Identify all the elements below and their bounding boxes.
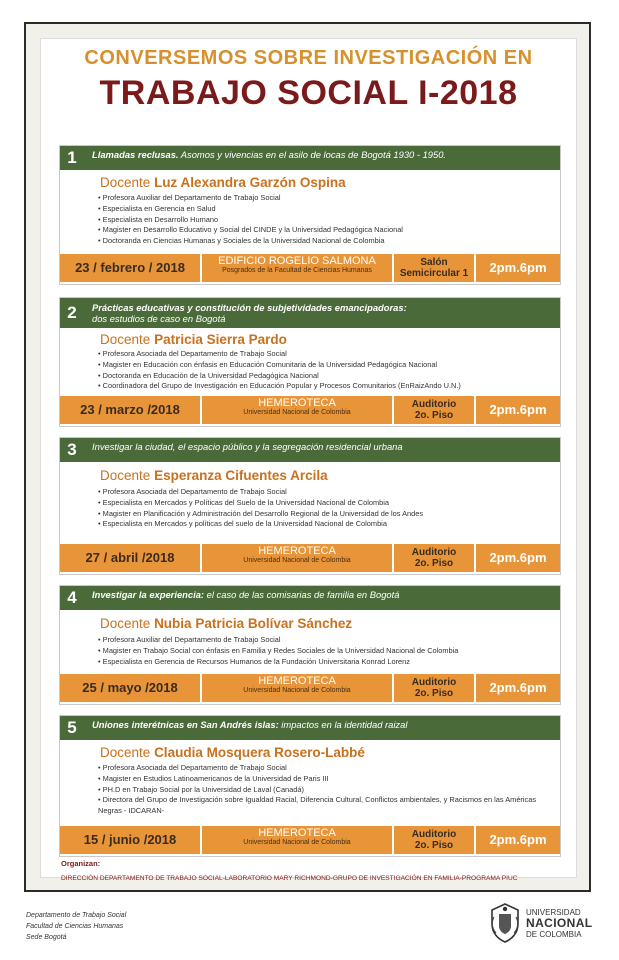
qualification-item: • Directora del Grupo de Investigación sobre Igualdad Racial, Diferencia Cultural, Conflictos ambientales, y Racismos en las Américas Negras - IDCARAN-	[98, 795, 553, 817]
docente	[100, 745, 365, 760]
session-place	[202, 674, 392, 702]
session-number: 5	[67, 718, 77, 737]
department-info	[26, 910, 126, 943]
qualifications-list	[98, 635, 458, 667]
qualification-item: • Profesora Auxiliar del Departamento de Trabajo Social	[98, 193, 403, 204]
place-name: HEMEROTECA	[258, 397, 336, 409]
session-card-3	[59, 437, 561, 575]
session-time: 2pm.6pm	[476, 254, 560, 282]
docente-label: Docente	[100, 616, 151, 631]
session-footer	[60, 826, 560, 854]
theme-rest: impactos en la identidad raizal	[278, 719, 408, 730]
session-room	[394, 396, 474, 424]
docente	[100, 332, 287, 347]
qualification-item: • Profesora Asociada del Departamento de Trabajo Social	[98, 487, 423, 498]
session-theme	[92, 441, 554, 452]
docente-name: Luz Alexandra Garzón Ospina	[154, 175, 346, 190]
session-number: 3	[67, 440, 77, 459]
uni-line-2: NACIONAL	[526, 916, 593, 930]
qualification-item: • PH.D en Trabajo Social por la Universidad de Laval (Canadá)	[98, 785, 553, 796]
place-name: EDIFICIO ROGELIO SALMONA	[218, 255, 376, 267]
qualification-item: • Magister en Estudios Latinoamericanos de la Universidad de Paris III	[98, 774, 553, 785]
sede-name: Sede Bogotá	[26, 934, 67, 941]
theme-bold: Llamadas reclusas.	[92, 149, 179, 160]
room-line-1: Auditorio	[411, 829, 457, 840]
session-date: 15 / junio /2018	[60, 826, 200, 854]
qualification-item: • Profesora Asociada del Departamento de Trabajo Social	[98, 349, 461, 360]
session-time: 2pm.6pm	[476, 396, 560, 424]
qualification-item: • Magister en Trabajo Social con énfasis en Familia y Redes Sociales de la Universidad Nacional de Colombia	[98, 646, 458, 657]
docente-label: Docente	[100, 332, 151, 347]
docente	[100, 175, 346, 190]
qualifications-list	[98, 193, 403, 247]
docente	[100, 468, 328, 483]
session-time: 2pm.6pm	[476, 544, 560, 572]
session-footer	[60, 674, 560, 702]
theme-bold: Uniones interétnicas en San Andrés islas:	[92, 719, 279, 730]
room-line-1: Auditorio	[411, 399, 457, 410]
session-room	[394, 254, 474, 282]
session-place	[202, 826, 392, 854]
room-line-1: Auditorio	[411, 547, 457, 558]
theme-rest: Asomos y vivencias en el asilo de locas de Bogotá 1930 - 1950.	[178, 149, 447, 160]
session-date: 23 / febrero / 2018	[60, 254, 200, 282]
session-header-bar	[60, 146, 560, 170]
university-logo-text	[526, 908, 593, 939]
session-date: 27 / abril /2018	[60, 544, 200, 572]
session-theme	[92, 719, 554, 730]
qualification-item: • Profesora Auxiliar del Departamento de Trabajo Social	[98, 635, 458, 646]
session-header-bar	[60, 438, 560, 462]
theme-rest: Investigar la ciudad, el espacio público y la segregación residencial urbana	[92, 441, 403, 452]
place-name: HEMEROTECA	[258, 675, 336, 687]
session-footer	[60, 396, 560, 424]
session-theme	[92, 589, 554, 600]
room-line-2: 2o. Piso	[414, 558, 454, 569]
place-sub: Posgrados de la Facultad de Ciencias Humanas	[222, 267, 372, 274]
place-sub: Universidad Nacional de Colombia	[243, 409, 351, 416]
place-name: HEMEROTECA	[258, 827, 336, 839]
room-line-2: 2o. Piso	[414, 840, 454, 851]
place-sub: Universidad Nacional de Colombia	[243, 687, 351, 694]
session-card-2	[59, 297, 561, 427]
poster-frame	[24, 22, 591, 892]
place-sub: Universidad Nacional de Colombia	[243, 557, 351, 564]
qualifications-list	[98, 487, 423, 530]
uni-line-3: DE COLOMBIA	[526, 930, 582, 939]
docente-name: Claudia Mosquera Rosero-Labbé	[154, 745, 365, 760]
room-line-1: Auditorio	[411, 677, 457, 688]
session-place	[202, 396, 392, 424]
session-footer	[60, 544, 560, 572]
session-date: 25 / mayo /2018	[60, 674, 200, 702]
session-header-bar	[60, 716, 560, 740]
qualification-item: • Doctoranda en Educación de la Universidad Pedagógica Nacional	[98, 371, 461, 382]
place-name: HEMEROTECA	[258, 545, 336, 557]
qualification-item: • Magister en Educación con énfasis en Educación Comunitaria de la Universidad Pedagógica Nacional	[98, 360, 461, 371]
theme-rest: el caso de las comisarias de familia en Bogotá	[204, 589, 400, 600]
room-line-2: Semicircular 1	[399, 268, 469, 279]
university-seal-icon	[488, 902, 522, 944]
qualification-item: • Magister en Planificación y Administración del Desarrollo Regional de la Universidad de los Andes	[98, 509, 423, 520]
docente	[100, 616, 352, 631]
session-footer	[60, 254, 560, 282]
room-line-2: 2o. Piso	[414, 410, 454, 421]
session-card-5	[59, 715, 561, 857]
session-header-bar	[60, 586, 560, 610]
session-number: 1	[67, 148, 77, 167]
place-sub: Universidad Nacional de Colombia	[243, 839, 351, 846]
qualification-item: • Magister en Desarrollo Educativo y Social del CINDE y la Universidad Pedagógica Nacional	[98, 225, 403, 236]
session-place	[202, 254, 392, 282]
title-line-1: CONVERSEMOS SOBRE INVESTIGACIÓN EN	[84, 47, 533, 69]
uni-line-1: UNIVERSIDAD	[526, 908, 581, 917]
session-room	[394, 544, 474, 572]
session-time: 2pm.6pm	[476, 674, 560, 702]
theme-bold: Investigar la experiencia:	[92, 589, 205, 600]
department-name: Departamento de Trabajo Social	[26, 912, 127, 919]
title-line-2: TRABAJO SOCIAL I-2018	[99, 74, 518, 112]
qualification-item: • Especialista en Gerencia de Recursos Humanos de la Fundación Universitaria Konrad Lorenz	[98, 657, 458, 668]
faculty-name: Facultad de Ciencias Humanas	[26, 923, 124, 930]
docente-label: Docente	[100, 468, 151, 483]
qualification-item: • Especialista en Gerencia en Salud	[98, 204, 403, 215]
session-number: 4	[67, 588, 77, 607]
qualifications-list	[98, 349, 461, 392]
docente-label: Docente	[100, 175, 151, 190]
docente-name: Nubia Patricia Bolívar Sánchez	[154, 616, 353, 631]
qualification-item: • Especialista en Mercados y políticas del suelo de la Universidad Nacional de Colombia	[98, 519, 423, 530]
room-line-1: Salón	[420, 257, 448, 268]
qualification-item: • Coordinadora del Grupo de Investigación en Educación Popular y Procesos Comunitarios (EnRaizAndo U.N.)	[98, 381, 461, 392]
session-time: 2pm.6pm	[476, 826, 560, 854]
qualification-item: • Especialista en Desarrollo Humano	[98, 215, 403, 226]
docente-name: Patricia Sierra Pardo	[154, 332, 287, 347]
theme-bold: Prácticas educativas y constitución de subjetividades emancipadoras:	[92, 302, 407, 313]
theme-rest: dos estudios de caso en Bogotá	[92, 313, 226, 324]
session-place	[202, 544, 392, 572]
room-line-2: 2o. Piso	[414, 688, 454, 699]
session-date: 23 / marzo /2018	[60, 396, 200, 424]
qualifications-list	[98, 763, 553, 817]
session-header-bar	[60, 298, 560, 328]
qualification-item: • Doctoranda en Ciencias Humanas y Sociales de la Universidad Nacional de Colombia	[98, 236, 403, 247]
qualification-item: • Especialista en Mercados y Políticas del Suelo de la Universidad Nacional de Colombia	[98, 498, 423, 509]
session-card-4	[59, 585, 561, 705]
organizers-text: DIRECCIÓN DEPARTAMENTO DE TRABAJO SOCIAL-LABORATORIO MARY RICHMOND-GRUPO DE INVESTIGACIÓN EN FAMILIA-PROGRAMA PIUC	[61, 875, 518, 882]
session-room	[394, 826, 474, 854]
poster-inner	[40, 38, 577, 882]
session-card-1	[59, 145, 561, 285]
qualification-item: • Profesora Asociada del Departamento de Trabajo Social	[98, 763, 553, 774]
session-theme	[92, 149, 554, 160]
organizers-label: Organizan:	[61, 859, 101, 868]
session-theme	[92, 302, 554, 324]
docente-label: Docente	[100, 745, 151, 760]
session-number: 2	[67, 303, 77, 322]
session-room	[394, 674, 474, 702]
docente-name: Esperanza Cifuentes Arcila	[154, 468, 328, 483]
